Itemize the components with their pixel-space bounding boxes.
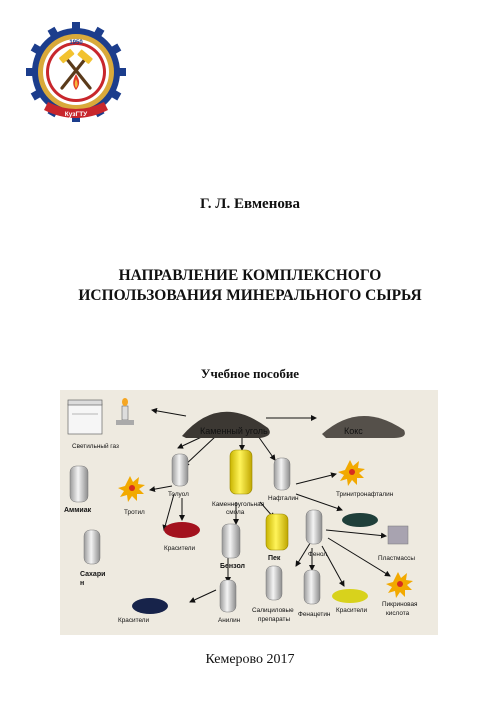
- label-sugar-2: н: [80, 580, 85, 587]
- label-phenol: Фенол: [308, 551, 328, 558]
- label-trotyl: Тротил: [124, 509, 145, 516]
- label-dyes-3: Красители: [336, 607, 368, 614]
- title-line-2: ИСПОЛЬЗОВАНИЯ МИНЕРАЛЬНОГО СЫРЬЯ: [78, 287, 422, 304]
- label-toluene: Толуол: [168, 491, 189, 498]
- label-sugar-1: Сахари: [80, 571, 106, 578]
- label-benzene: Бензол: [220, 563, 246, 570]
- coal-products-diagram: [60, 390, 438, 635]
- logo-abbr: КузГТУ: [64, 111, 88, 118]
- label-picric-1: Пикриновая: [382, 601, 418, 608]
- label-salicylic-1: Салициловые: [252, 607, 294, 614]
- book-title: [0, 266, 500, 306]
- logo-year: 1950: [69, 40, 83, 46]
- label-plastics: Пластмассы: [378, 555, 415, 562]
- label-tar-2: смола: [226, 509, 245, 516]
- label-salicylic-2: препараты: [258, 616, 291, 623]
- title-line-1: НАПРАВЛЕНИЕ КОМПЛЕКСНОГО: [118, 267, 382, 284]
- label-picric-2: кислота: [386, 610, 410, 617]
- label-gas: Светильный газ: [72, 443, 119, 450]
- label-aniline: Анилин: [218, 617, 241, 624]
- city-year: Кемерово 2017: [205, 652, 295, 667]
- university-logo: [22, 20, 130, 130]
- label-coke: Кокс: [344, 426, 363, 436]
- label-ammonia: Аммиак: [64, 507, 92, 514]
- label-dyes-2: Красители: [118, 617, 150, 624]
- label-tar-1: Каменноугольная: [212, 501, 265, 508]
- label-dyes-1: Красители: [164, 545, 196, 552]
- label-phenacetin: Фенацетин: [298, 611, 331, 618]
- label-coal: Каменный уголь: [200, 426, 268, 436]
- label-naphthalene: Нафталин: [268, 495, 299, 502]
- book-subtitle: Учебное пособие: [200, 366, 300, 381]
- label-trinitronaphthalene: Тринитронафталин: [336, 491, 394, 498]
- label-pitch: Пек: [268, 555, 281, 562]
- author-name: Г. Л. Евменова: [199, 196, 301, 212]
